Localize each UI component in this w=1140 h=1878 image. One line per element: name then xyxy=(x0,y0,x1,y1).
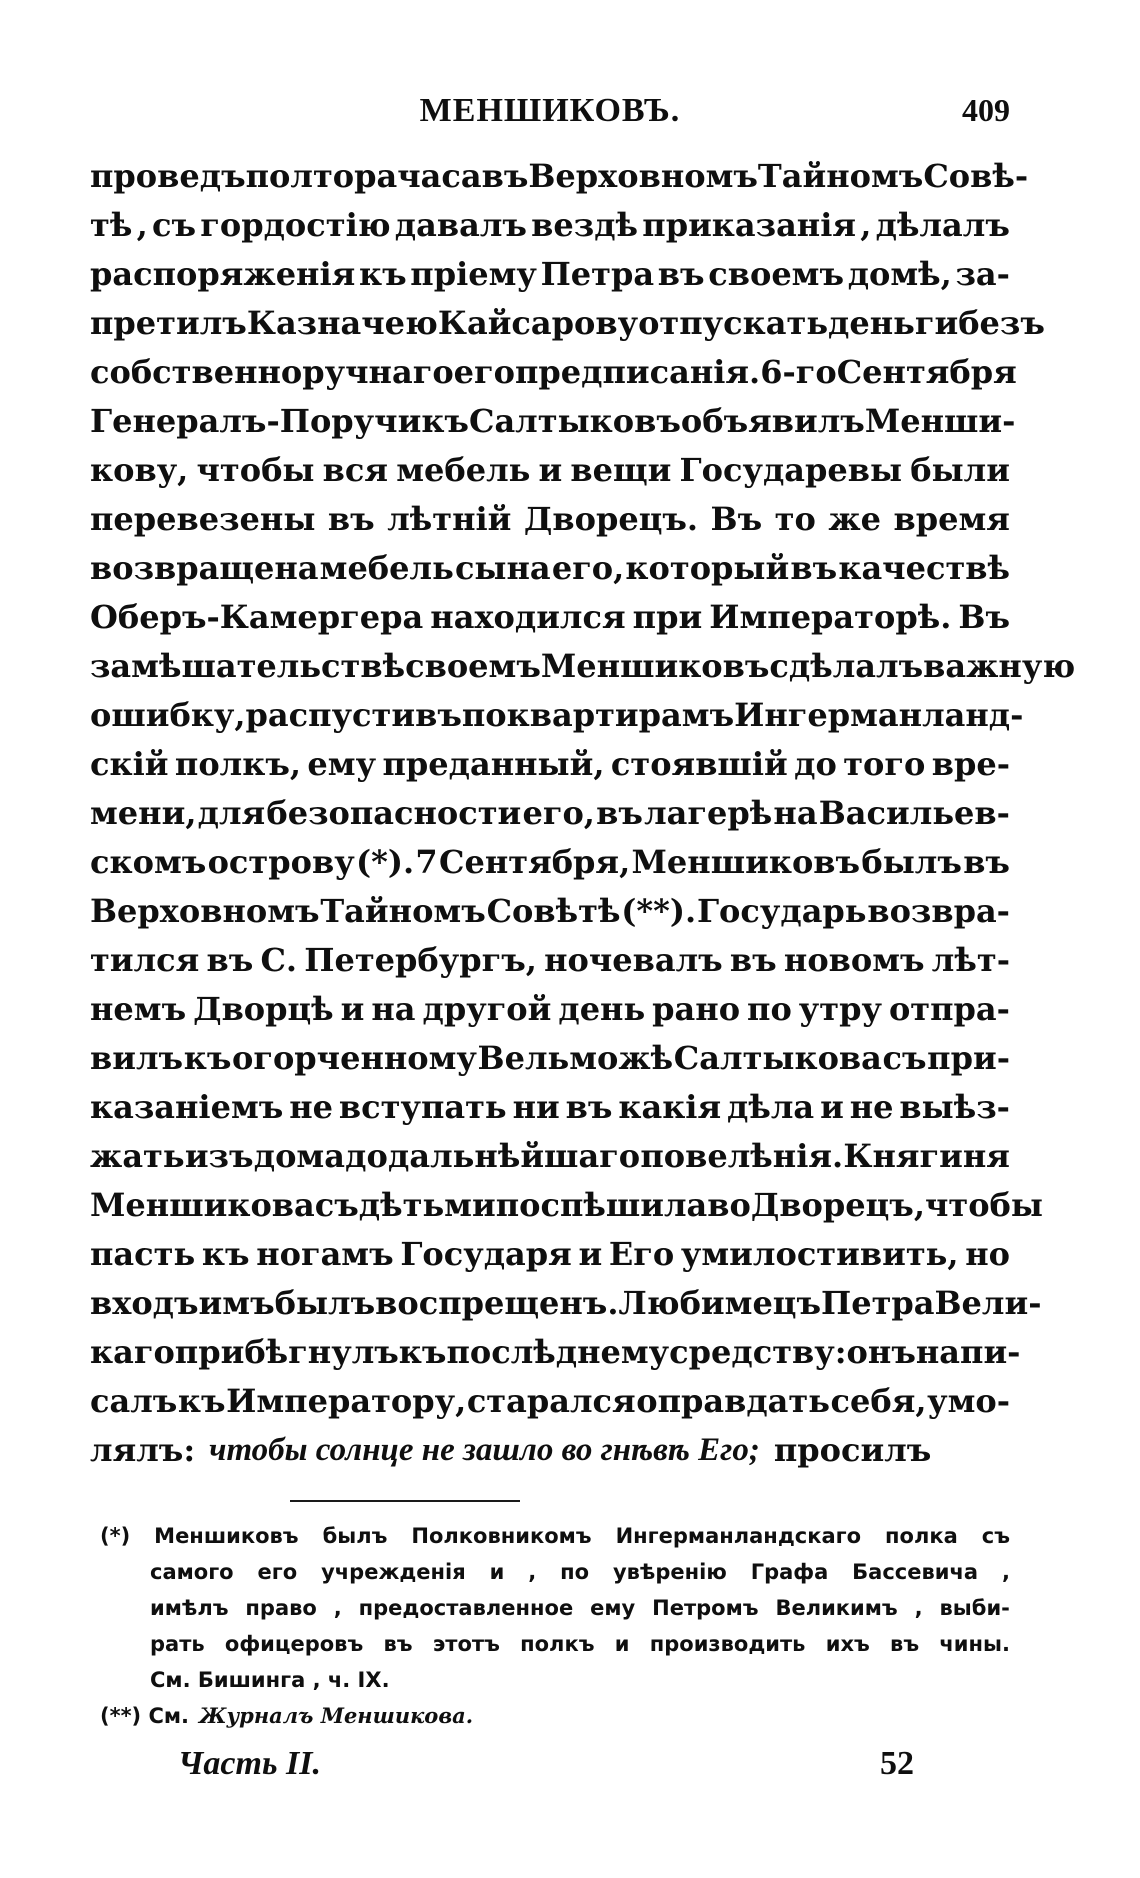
signature-mark: Часть II. xyxy=(178,1745,321,1782)
text-line: Оберъ-Камергера находился при Императорѣ. Въ xyxy=(90,598,1010,636)
sheet-number: 52 xyxy=(880,1745,914,1782)
text-line: тился въ С. Петербургъ, ночевалъ въ новомъ лѣт- xyxy=(90,941,1010,979)
text-line: казаніемъ не вступать ни въ какія дѣла и не выѣз- xyxy=(90,1088,1010,1126)
footnotes xyxy=(100,1518,1010,1734)
page-number: 409 xyxy=(962,92,1010,128)
text-line: претилъ Казначею Кайсарову отпускать деньги безъ xyxy=(90,304,1045,342)
footnote-2 xyxy=(100,1698,1010,1734)
text-line: Генералъ-Поручикъ Салтыковъ объявилъ Менши- xyxy=(90,402,1016,440)
footnote-1-source xyxy=(100,1662,1010,1698)
italic-quote: чтобы солнце не зашло во гнѣвѣ Его; xyxy=(209,1432,760,1468)
text-line: мени, для безопасности его, въ лагерѣ на Васильев- xyxy=(90,794,1010,832)
text-line: входъ имъ былъ воспрещенъ. Любимецъ Петра Вели- xyxy=(90,1284,1042,1322)
footnote-1-line: самого его учрежденія и , по увѣренію Графа Бассевича , xyxy=(150,1560,1010,1584)
running-title: МЕНШИКОВЪ. xyxy=(419,92,681,129)
text-line: немъ Дворцѣ и на другой день рано по утру отпра- xyxy=(90,990,1010,1028)
footnote-2-title: Журналъ Меншикова. xyxy=(199,1703,474,1728)
footnote-divider xyxy=(290,1500,520,1502)
text-line: каго прибѣгнулъ къ послѣднему средству: онъ напи- xyxy=(90,1333,1021,1371)
text-line: скомъ острову (*). 7 Сентября, Меншиковъ былъ въ xyxy=(90,843,1010,881)
text-line: кову, чтобы вся мебель и вещи Государевы были xyxy=(90,451,1010,489)
text-line: проведъ полтора часа въ Верховномъ Тайномъ Совѣ- xyxy=(90,157,1029,195)
text-line-last xyxy=(90,1426,1010,1475)
text-line: распоряженія къ пріему Петра въ своемъ домѣ, за- xyxy=(90,255,1010,293)
text-line: Меншикова съ дѣтьми поспѣшила во Дворецъ, чтобы xyxy=(90,1186,1043,1224)
text-line: ошибку, распустивъ по квартирамъ Ингерманланд- xyxy=(90,696,1024,734)
footnote-1-line: рать офицеровъ въ этотъ полкъ и производить ихъ въ чины. xyxy=(150,1632,1010,1656)
text-line: вилъ къ огорченному Вельможѣ Салтыкова съ при- xyxy=(90,1039,1010,1077)
footnote-1-line: (*) Меншиковъ былъ Полковникомъ Ингерманландскаго полка съ xyxy=(100,1524,1010,1548)
text-line: салъ къ Императору, старался оправдать себя, умо- xyxy=(90,1382,1010,1420)
text-line: перевезены въ лѣтній Дворецъ. Въ то же время xyxy=(90,500,1010,538)
text-line: пасть къ ногамъ Государя и Его умилостивить, но xyxy=(90,1235,1010,1273)
last-line-start: лялъ: xyxy=(90,1431,196,1469)
footnote-1-source-text: См. Бишинга , ч. IX. xyxy=(150,1668,390,1692)
text-line: возвращена мебель сына его, который въ качествѣ xyxy=(90,549,1010,587)
text-line: жать изъ дома до дальнѣйшаго повелѣнія. Княгиня xyxy=(90,1137,1010,1175)
footnote-1-line: имѣлъ право , предоставленное ему Петромъ Великимъ , выби- xyxy=(150,1596,1010,1620)
page-header xyxy=(90,92,1010,142)
text-line: тѣ , съ гордостію давалъ вездѣ приказанія , дѣлалъ xyxy=(90,206,1010,244)
text-line: замѣшательствѣ своемъ Меншиковъ сдѣлалъ важную xyxy=(90,647,1076,685)
text-line: Верховномъ Тайномъ Совѣтѣ (**). Государь возвра- xyxy=(90,892,1010,930)
footnote-2-marker: (**) См. xyxy=(100,1704,190,1728)
last-line-end: просилъ xyxy=(773,1431,932,1469)
main-text xyxy=(90,152,1076,1475)
text-line: скій полкъ, ему преданный, стоявшій до того вре- xyxy=(90,745,1010,783)
text-line: собственноручнаго его предписанія. 6-го Сентября xyxy=(90,353,1017,391)
